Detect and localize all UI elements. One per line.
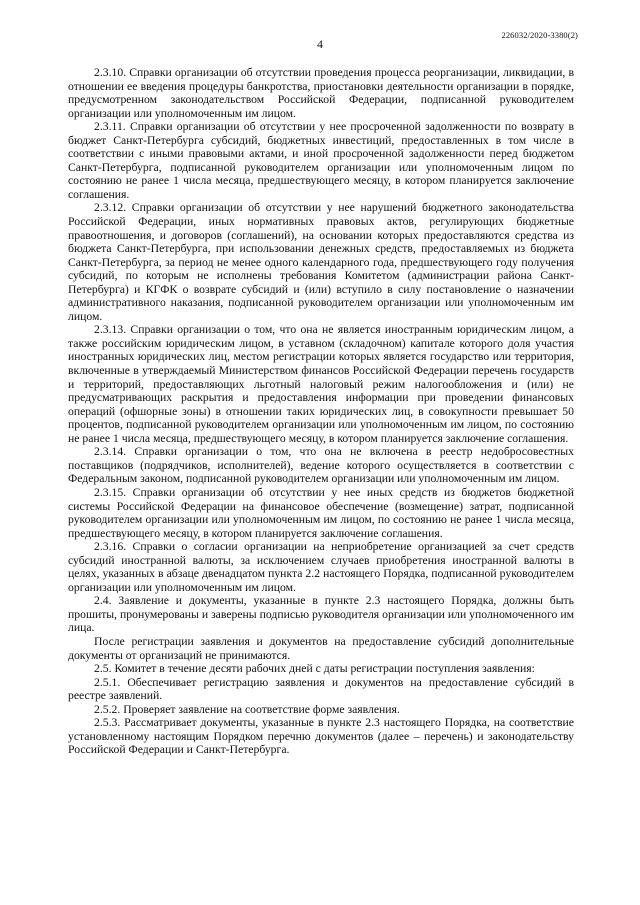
paragraph-2-3-14: 2.3.14. Справки организации о том, что она не включена в реестр недобросовестных поставщиков (подрядчиков, исполнителей), ведение которого осуществляется в соответствии с Федеральным законом, подписанной руководителем организации или уполномоченным им лицом. <box>68 445 574 486</box>
paragraph-2-5-3: 2.5.3. Рассматривает документы, указанные в пункте 2.3 настоящего Порядка, на соответствие установленному настоящим Порядком перечню документов (далее – перечень) и законодательству Российской Федерации и Санкт-Петербурга. <box>68 716 574 757</box>
paragraph-2-4: 2.4. Заявление и документы, указанные в пункте 2.3 настоящего Порядка, должны быть прошиты, пронумерованы и заверены подписью руководителя организации или уполномоченного им лица. <box>68 594 574 635</box>
paragraph-2-3-10: 2.3.10. Справки организации об отсутствии проведения процесса реорганизации, ликвидации, в отношении ее введения процедуры банкротства, приостановки деятельности организации в порядке, предусмотренном законодательством Российской Федерации, подписанной руководителем организации или уполномоченным им лицом. <box>68 66 574 120</box>
document-body <box>68 66 574 757</box>
paragraph-2-3-15: 2.3.15. Справки организации об отсутствии у нее иных средств из бюджетов бюджетной системы Российской Федерации на финансовое обеспечение (возмещение) затрат, подписанной руководителем организации или уполномоченным им лицом, по состоянию не ранее 1 числа месяца, предшествующего месяцу, в котором планируется заключение соглашения. <box>68 485 574 540</box>
paragraph-2-3-16: 2.3.16. Справки о согласии организации на неприобретение организацией за счет средств субсидий иностранной валюты, за исключением случаев приобретения иностранной валюты в целях, указанных в абзаце двенадцатом пункта 2.2 настоящего Порядка, подписанной руководителем организации или уполномоченным им лицом. <box>68 540 574 594</box>
paragraph-2-5: 2.5. Комитет в течение десяти рабочих дней с даты регистрации поступления заявления: <box>94 662 535 676</box>
paragraph-2-3-12: 2.3.12. Справки организации об отсутствии у нее нарушений бюджетного законодательства Российской Федерации, иных нормативных правовых актов, регулирующих бюджетные правоотношения, и договоров (соглашений), на основании которых предоставляются средства из бюджета Санкт-Петербурга, при использовании денежных средств, предоставляемых из бюджета Санкт-Петербурга, за период не менее одного календарного года, предшествующего году получения субсидий, по которым не исполнены требования Комитетом (администрации района Санкт-Петербурга) и КГФК о возврате субсидий и (или) вступило в силу постановление о назначении административного наказания, подписанной руководителем организации или уполномоченным им лицом. <box>68 201 574 323</box>
page-number: 4 <box>317 37 323 51</box>
paragraph-2-5-1: 2.5.1. Обеспечивает регистрацию заявления и документов на предоставление субсидий в реестре заявлений. <box>68 675 574 703</box>
paragraph-2-5-2: 2.5.2. Проверяет заявление на соответствие форме заявления. <box>94 702 400 716</box>
paragraph-after-registration: После регистрации заявления и документов на предоставление субсидий дополнительные документы от организаций не принимаются. <box>68 634 574 662</box>
paragraph-2-3-11: 2.3.11. Справки организации об отсутствии у нее просроченной задолженности по возврату в бюджет Санкт-Петербурга субсидий, бюджетных инвестиций, предоставленных в том числе в соответствии с иными правовыми актами, и иной просроченной задолженности перед бюджетом Санкт-Петербурга, подписанной руководителем организации или уполномоченным лицом по состоянию не ранее 1 числа месяца, предшествующего месяцу, в котором планируется заключение соглашения. <box>68 120 574 201</box>
document-number: 226032/2020-3380(2) <box>501 30 578 40</box>
paragraph-2-3-13: 2.3.13. Справки организации о том, что она не является иностранным юридическим лицом, а также российским юридическим лицом, в уставном (складочном) капитале которого доля участия иностранных юридических лиц, местом регистрации которых является государство или территория, включенные в утверждаемый Министерством финансов Российской Федерации перечень государств и территорий, предоставляющих льготный налоговый режим налогообложения и (или) не предусматривающих раскрытия и предоставления информации при проведении финансовых операций (офшорные зоны) в отношении таких юридических лиц, в совокупности превышает 50 процентов, подписанной руководителем организации или уполномоченным им лицом, по состоянию не ранее 1 числа месяца, предшествующего месяцу, в котором планируется заключение соглашения. <box>68 323 574 445</box>
